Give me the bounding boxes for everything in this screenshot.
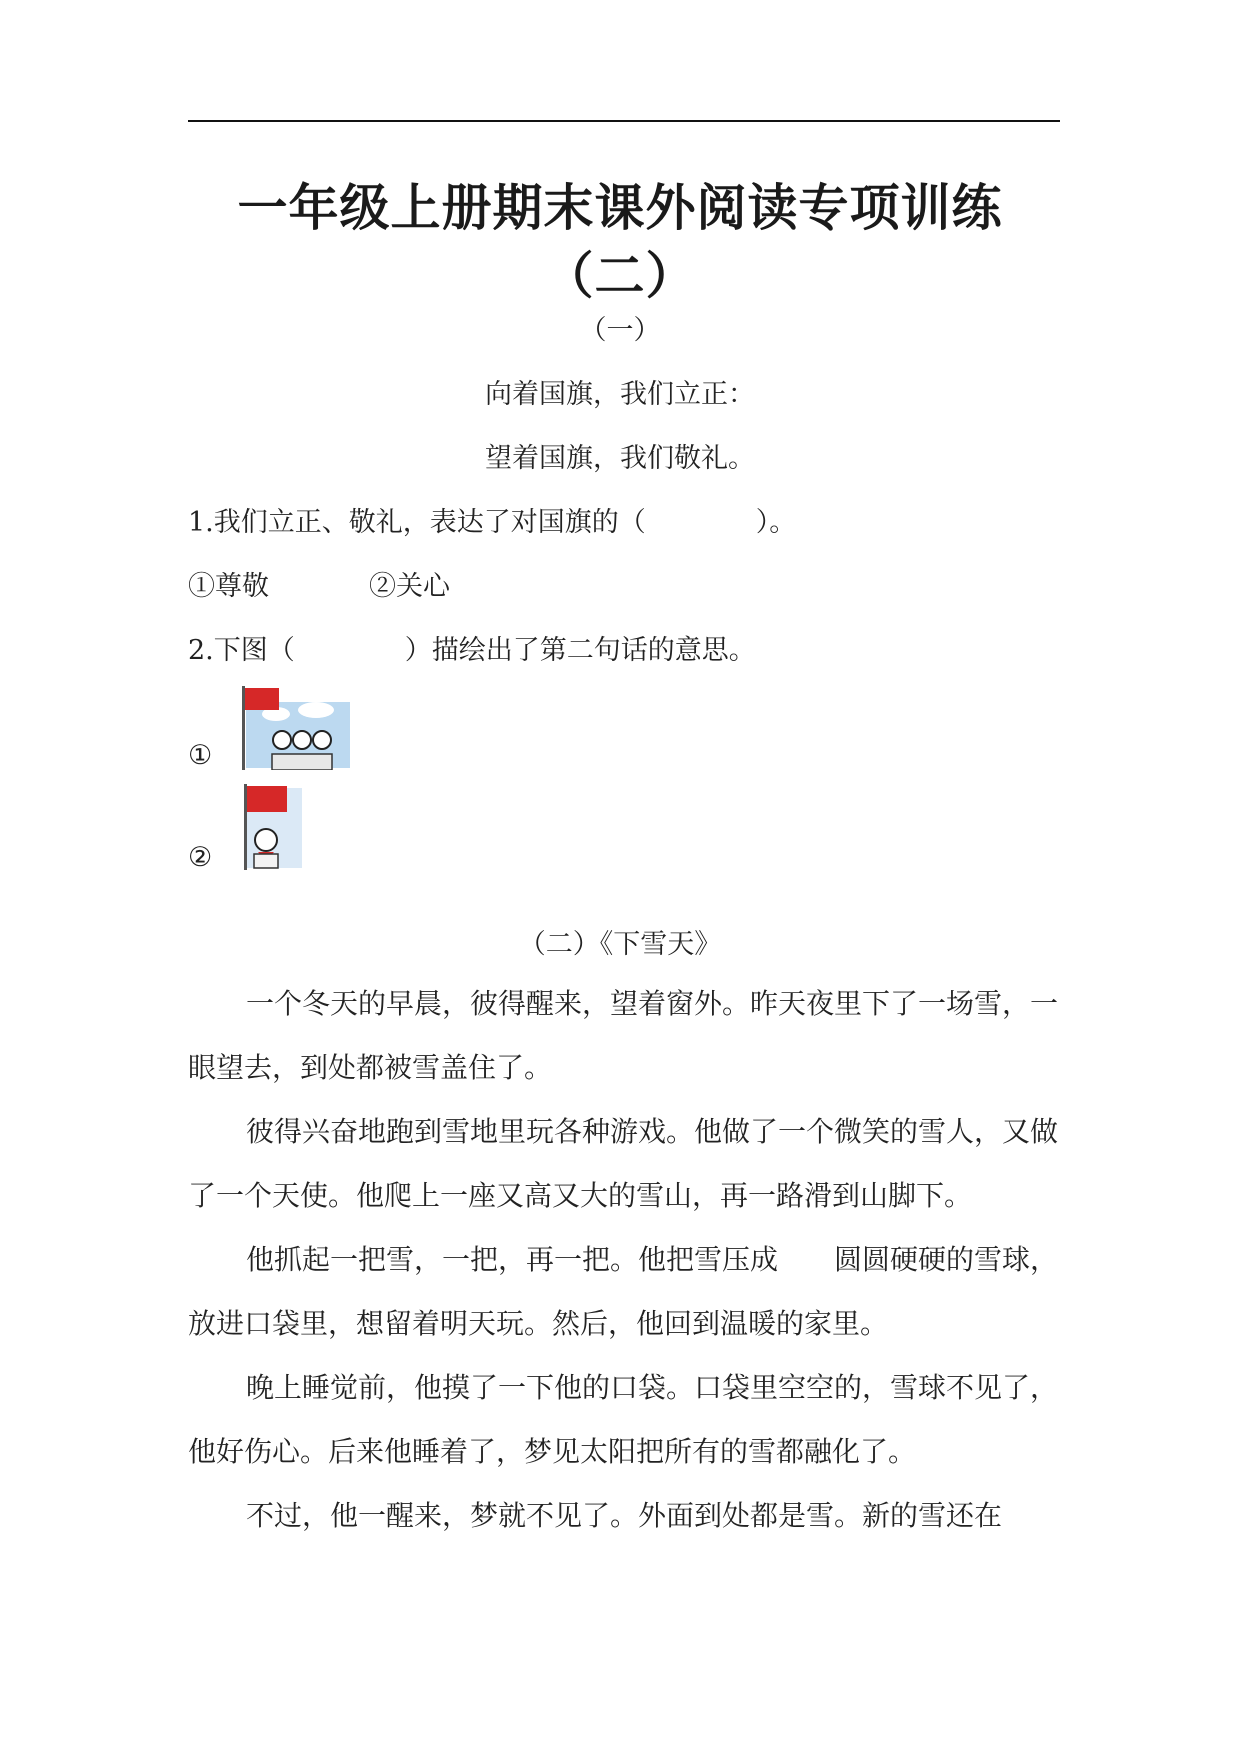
question-1-options (188, 564, 450, 603)
question-1-close: ）。 (755, 507, 797, 538)
story-paragraph-5: 不过，他一醒来，梦就不见了。外面到处都是雪。新的雪还在 (246, 1499, 1003, 1532)
option-1a: ①尊敬 (188, 571, 269, 602)
story-paragraph-4: 晚上睡觉前，他摸了一下他的口袋。口袋里空空的，雪球不见了，他好伤心。后来他睡着了，梦见太阳把所有的雪都融化了。 (188, 1371, 1059, 1468)
story-paragraph-1: 一个冬天的早晨，彼得醒来，望着窗外。昨天夜里下了一场雪，一眼望去，到处都被雪盖住了。 (188, 987, 1059, 1084)
poem-line-2: 望着国旗，我们敬礼。 (485, 443, 755, 474)
picture-option-2-label: ② (188, 842, 213, 873)
picture-option-1-label: ① (188, 740, 213, 771)
story-paragraph-3: 他抓起一把雪，一把，再一把。他把雪压成 圆圆硬硬的雪球，放进口袋里，想留着明天玩。然后，他回到温暖的家里。 (188, 1243, 1059, 1340)
question-2-text: 下图（ (213, 635, 295, 666)
flag-group-salute-picture (236, 684, 356, 770)
question-2 (188, 628, 756, 667)
story-paragraph-2: 彼得兴奋地跑到雪地里玩各种游戏。他做了一个微笑的雪人，又做了一个天使。他爬上一座又高又大的雪山，再一路滑到山脚下。 (188, 1115, 1059, 1212)
question-1 (188, 500, 796, 539)
option-1b: ②关心 (369, 571, 450, 602)
question-2-prefix: 2. (188, 635, 214, 666)
section-2-heading: （二）《下雪天》 (518, 929, 722, 960)
page-title: 一年级上册期末课外阅读专项训练 (237, 179, 1003, 237)
poem-line-1: 向着国旗，我们立正： (485, 379, 755, 410)
question-1-text: 1.我们立正、敬礼，表达了对国旗的（ (188, 507, 646, 538)
section-1-heading: （一） (579, 315, 661, 346)
top-rule (188, 120, 1060, 122)
page-title-number: （二） (543, 247, 697, 305)
flag-child-salute-picture (236, 782, 306, 872)
question-2-close: ）描绘出了第二句话的意思。 (404, 635, 756, 666)
